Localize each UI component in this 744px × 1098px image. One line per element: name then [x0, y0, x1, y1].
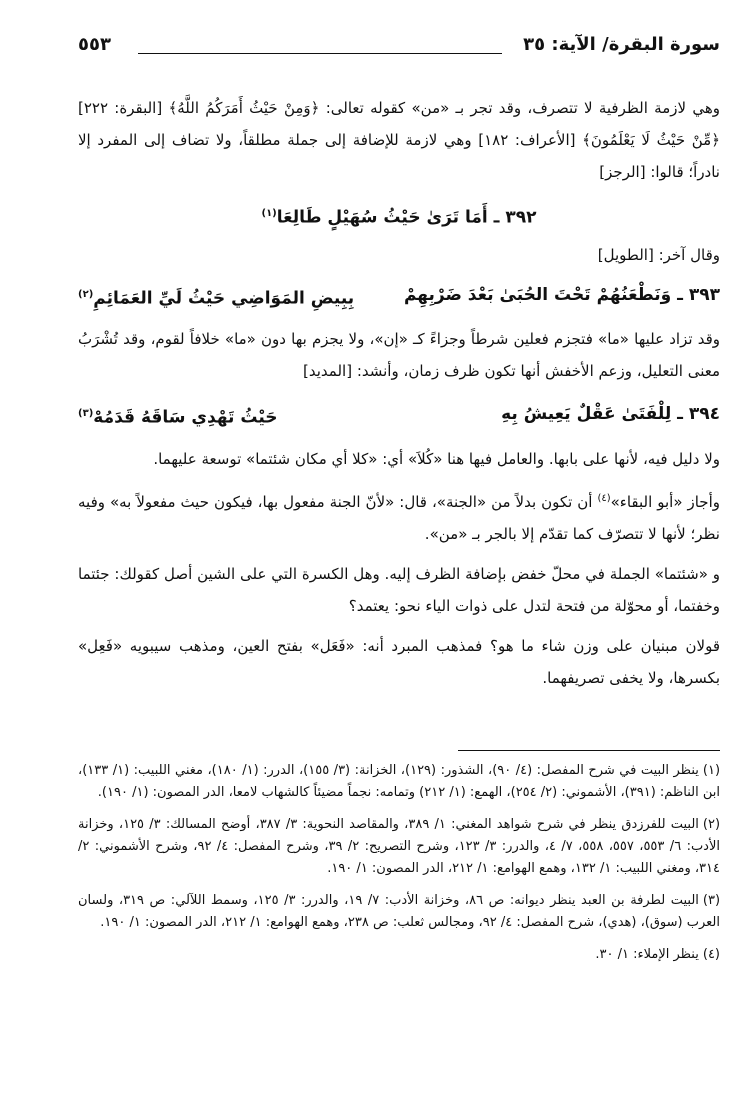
- paragraph-1: وهي لازمة الظرفية لا تتصرف، وقد تجر بـ «من» كقوله تعالى: ﴿وَمِنْ حَيْثُ أَمَرَكُمُ اللَّهُ﴾ [البقرة: ٢٢٢] ﴿مِّنْ حَيْثُ لَا يَعْلَمُونَ﴾ [الأعراف: ١٨٢] وهي لازمة للإضافة إلى جملة مطلقاً، ولا تضاف إلى المفرد إلا نادراً؛ قالوا: [الرجز]: [78, 99, 720, 181]
- paragraph-2: وقد تزاد عليها «ما» فتجزم فعلين شرطاً وجزاءً كـ «إن»، ولا يجزم بها دون «ما» خلافاً لقوم، وقد تُشْرَبُ معنى التعليل، وزعم الأخفش أنها تكون ظرف زمان، وأنشد: [المديد]: [78, 330, 720, 381]
- footnote-ref-4[interactable]: (٤): [597, 492, 611, 504]
- verse-392-text: ٣٩٢ ـ أَمَا تَرَىٰ حَيْثُ سُهَيْلٍ طَالِعَا: [276, 207, 537, 228]
- footnote-ref-2[interactable]: (٢): [78, 288, 94, 300]
- paragraph-4: [78, 483, 720, 550]
- meter-label-tawil: وقال آخر: [الطويل]: [597, 245, 720, 264]
- main-text: [78, 92, 720, 702]
- footnote-4: [78, 944, 720, 966]
- paragraph-3: ولا دليل فيه، لأنها على بابها. والعامل فيها هنا «كُلاَ» أي: «كلا أي مكان شئتما» توسعة عليهما.: [153, 449, 720, 468]
- header-rule: [138, 53, 502, 54]
- footnote-1-mark: (١): [702, 763, 721, 778]
- footnote-1: [78, 760, 720, 804]
- running-header: [78, 30, 720, 64]
- verse-393-first-hemistich: ٣٩٣ ـ وَنَطْعَنُهُمْ تَحْتَ الحُبَىٰ بَعْدَ ضَرْبِهِمْ: [403, 284, 720, 305]
- paragraph-4-part-1: وأجاز «أبو البقاء»: [610, 492, 720, 511]
- verse-394-first-hemistich: ٣٩٤ ـ لِلْفَتَىٰ عَقْلٌ يَعِيشُ بِهِ: [501, 404, 720, 425]
- verse-394-second-hemistich: حَيْثُ تَهْدِي سَاقَهُ قَدَمُهْ: [93, 407, 278, 428]
- header-title: سورة البقرة/ الآية: ٣٥: [523, 34, 720, 55]
- footnote-3: [78, 890, 720, 934]
- verse-392: [78, 196, 720, 236]
- footnote-ref-1[interactable]: (١): [261, 208, 277, 219]
- footnote-ref-3[interactable]: (٣): [78, 408, 94, 420]
- paragraph-5: و «شئتما» الجملة في محلّ خفض بإضافة الظرف إليه. وهل الكسرة التي على الشين أصل كقولك: جئتما وخفتما، أو محوّلة من فتحة لتدل على ذوات الياء نحو: يعتمد؟: [78, 564, 720, 615]
- footnote-2: [78, 814, 720, 880]
- paragraph-4-part-2: أن تكون بدلاً من «الجنة»، قال: «لأنّ الجنة مفعول بها، فيكون حيث مفعولاً به» وفيه نظر؛ لأنها لا تتصرّف كما تقدّم إلا بالجر بـ «من».: [78, 492, 720, 543]
- footnotes: [78, 760, 720, 976]
- footnote-4-text: ينظر الإملاء: ١/ ٣٠.: [595, 947, 699, 962]
- footnote-4-mark: (٤): [702, 947, 720, 962]
- footnote-2-mark: (٢): [702, 817, 721, 832]
- footnote-2-text: البيت للفرزدق ينظر في شرح شواهد المغني: ١/ ٣٨٩، والمقاصد النحوية: ٣/ ٣٨٧، أوضح المسالك: ٣/ ١٢٥، وخزانة الأدب: ٦/ ٥٥٣، ٥٥٧، ٥٥٨، ٧/ ٤، والدرر: ٣/ ١٢٣، وشرح التصريح: ٢/ ٣٩، وشرح المفصل: ٤/ ٩٢، وشرح الأشموني: ٢/ ٣١٤، ومغني اللبيب: ١/ ١٣٢، وهمع الهوامع: ١/ ٢١٢، الدر المصون: ١/ ١٩٠.: [78, 817, 721, 876]
- footnote-1-text: ينظر البيت في شرح المفصل: (٤/ ٩٠)، الشذور: (١٢٩)، الخزانة: (٣/ ١٥٥)، الدرر: (١/ ١٨٠)، مغني اللبيب: (١/ ١٣٣)، ابن الناظم: (٣٩١)، الأشموني: (٢/ ٢٥٤)، الهمع: (١/ ٢١٢) وتمامه: نجماً مضيئاً كالشهاب لامعا، الدر المصون: (١/ ١٩٠).: [78, 763, 720, 800]
- paragraph-6: قولان مبنيان على وزن شاء ما هو؟ فمذهب المبرد أنه: «فَعَل» بفتح العين، ومذهب سيبويه «فَعِل» بكسرها، ولا يخفى تصريفهما.: [78, 636, 720, 687]
- verse-393: [78, 276, 720, 318]
- footnote-3-text: البيت لطرفة بن العبد ينظر ديوانه: ص ٨٦، وخزانة الأدب: ٧/ ١٩، والدرر: ٣/ ١٢٥، وسمط اللآلي: ص ٣١٩، ولسان العرب (سوق)، (هدي)، شرح المفصل: ٤/ ٩٢، ومجالس ثعلب: ص ٢٣٨، وهمع الهوامع: ١/ ٢١٢، الدر المصون: ١/ ١٩٠.: [78, 893, 720, 930]
- verse-393-second-hemistich: بِبِيضِ المَوَاضِي حَيْثُ لَيِّ العَمَائِمِ: [93, 288, 355, 309]
- page-number: ٥٥٣: [78, 34, 111, 55]
- footnote-separator: [458, 750, 720, 751]
- footnote-3-mark: (٣): [702, 893, 721, 908]
- verse-394: [78, 395, 720, 437]
